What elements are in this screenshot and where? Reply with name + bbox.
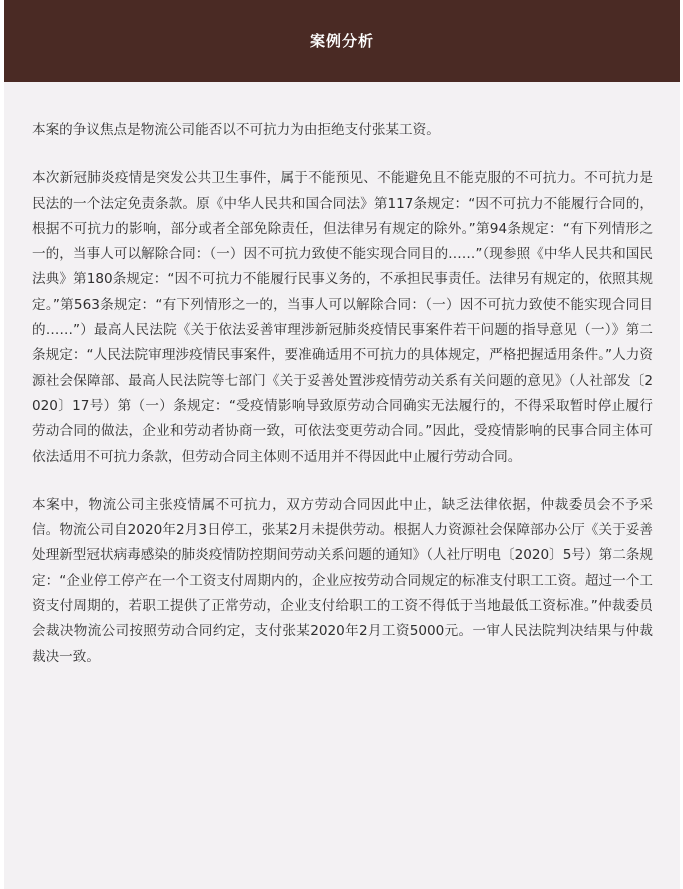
article-body [4, 82, 680, 670]
section-header [4, 0, 680, 82]
paragraph-ruling: 本案中，物流公司主张疫情属不可抗力，双方劳动合同因此中止，缺乏法律依据，仲裁委员会不予采信。物流公司自2020年2月3日停工，张某2月未提供劳动。根据人力资源社会保障部办公厅《关于妥善处理新型冠状病毒感染的肺炎疫情防控期间劳动关系问题的通知》（人社厅明电〔2020〕5号）第二条规定：“企业停工停产在一个工资支付周期内的，企业应按劳动合同规定的标准支付职工工资。超过一个工资支付周期的，若职工提供了正常劳动，企业支付给职工的工资不得低于当地最低工资标准。”仲裁委员会裁决物流公司按照劳动合同约定，支付张某2020年2月工资5000元。一审人民法院判决结果与仲裁裁决一致。 [32, 496, 653, 665]
article-card [4, 0, 680, 889]
section-title: 案例分析 [309, 31, 374, 50]
paragraph-legal-basis: 本次新冠肺炎疫情是突发公共卫生事件，属于不能预见、不能避免且不能克服的不可抗力。不可抗力是民法的一个法定免责条款。原《中华人民共和国合同法》第117条规定：“因不可抗力不能履行合同的，根据不可抗力的影响，部分或者全部免除责任，但法律另有规定的除外。”第94条规定：“有下列情形之一的，当事人可以解除合同：（一）因不可抗力致使不能实现合同目的……”（现参照《中华人民共和国民法典》第180条规定：“因不可抗力不能履行民事义务的，不承担民事责任。法律另有规定的，依照其规定。”第563条规定：“有下列情形之一的，当事人可以解除合同：（一）因不可抗力致使不能实现合同目的……”）最高人民法院《关于依法妥善审理涉新冠肺炎疫情民事案件若干问题的指导意见（一）》第二条规定：“人民法院审理涉疫情民事案件，要准确适用不可抗力的具体规定，严格把握适用条件。”人力资源社会保障部、最高人民法院等七部门《关于妥善处置涉疫情劳动关系有关问题的意见》（人社部发〔2020〕17号）第（一）条规定：“受疫情影响导致原劳动合同确实无法履行的，不得采取暂时停止履行劳动合同的做法，企业和劳动者协商一致，可依法变更劳动合同。”因此，受疫情影响的民事合同主体可依法适用不可抗力条款，但劳动合同主体则不适用并不得因此中止履行劳动合同。 [32, 170, 653, 465]
paragraph-issue: 本案的争议焦点是物流公司能否以不可抗力为由拒绝支付张某工资。 [32, 122, 440, 138]
